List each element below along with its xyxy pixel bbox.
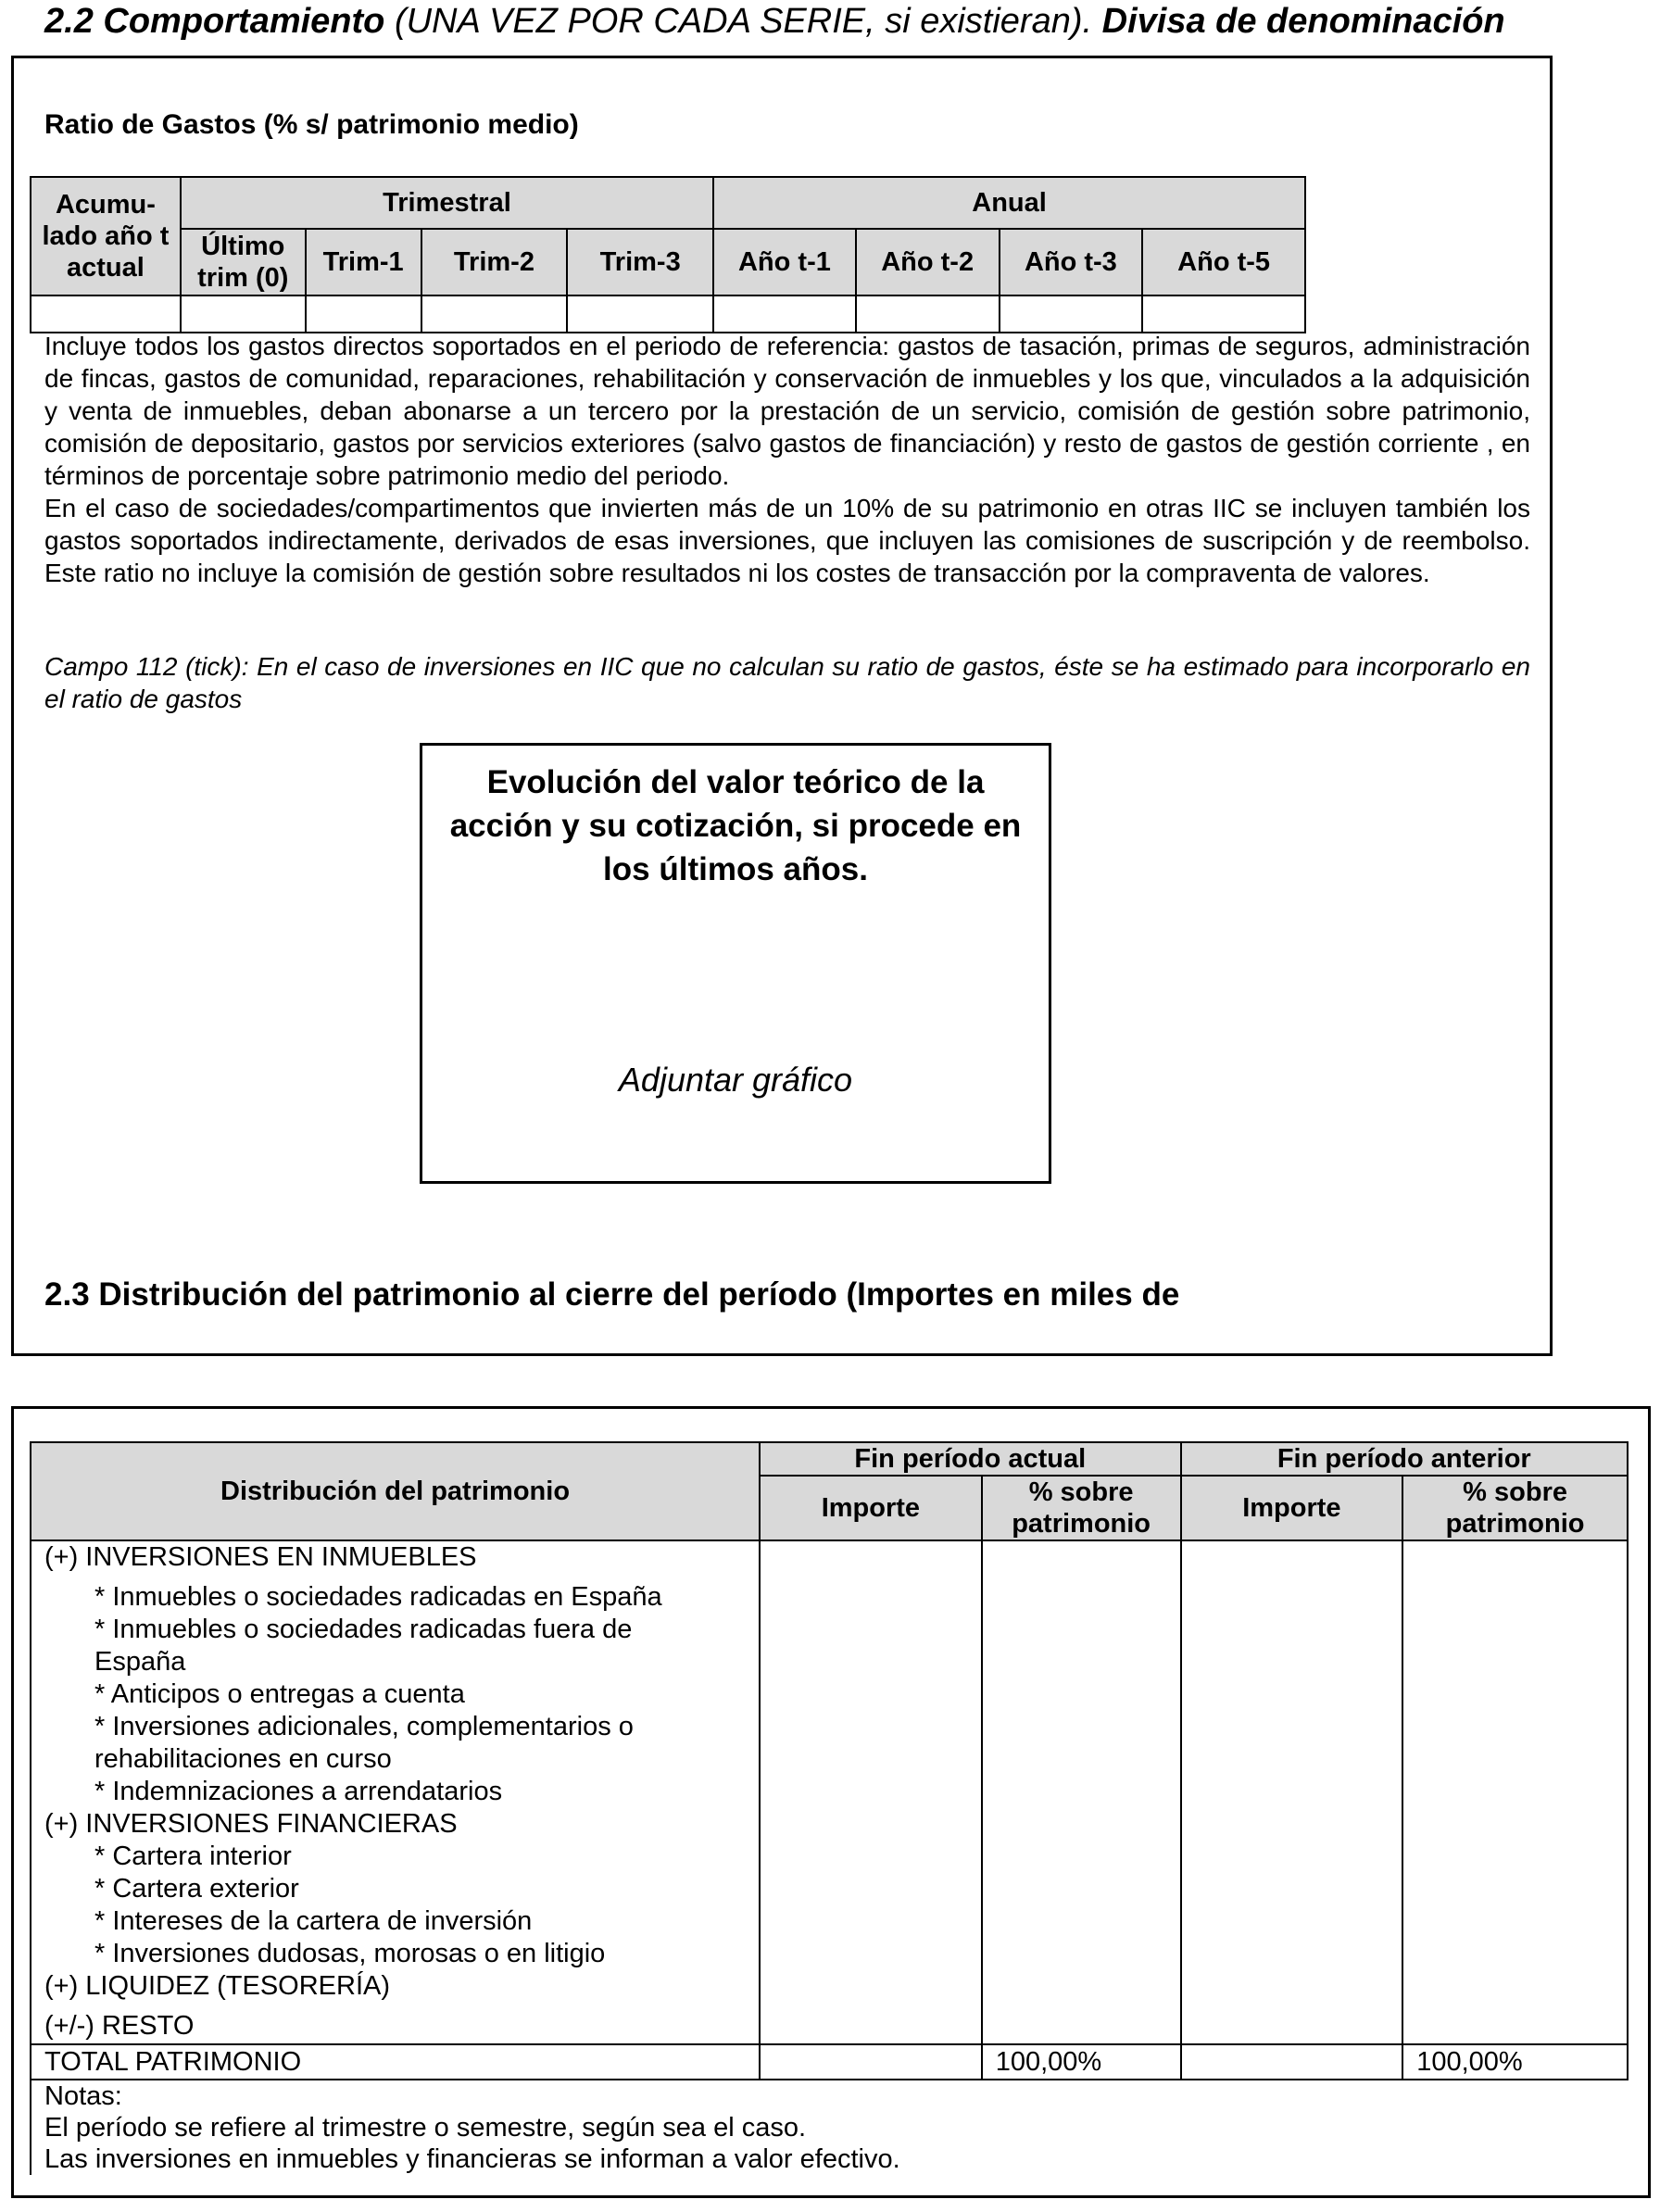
header-anual: Anual (713, 177, 1305, 229)
item-inversiones-inmuebles: (+) INVERSIONES EN INMUEBLES (44, 1542, 477, 1572)
item-indemnizaciones: * Indemnizaciones a arrendatarios (94, 1777, 503, 1806)
value-cell[interactable] (31, 295, 181, 333)
total-importe-actual[interactable] (760, 2044, 982, 2080)
value-cell[interactable] (713, 295, 856, 333)
header-trimestral: Trimestral (181, 177, 713, 229)
item-cartera-interior: * Cartera interior (94, 1841, 292, 1871)
total-pct-anterior: 100,00% (1402, 2044, 1628, 2080)
pct-actual-cell[interactable] (982, 1540, 1181, 2044)
item-resto: (+/-) RESTO (44, 2011, 195, 2041)
item-anticipos: * Anticipos o entregas a cuenta (94, 1679, 465, 1709)
importe-anterior-cell[interactable] (1181, 1540, 1403, 2044)
header-fin-actual: Fin período actual (760, 1442, 1180, 1476)
header-ultimo-trim: Último trim (0) (181, 229, 306, 295)
total-pct-actual: 100,00% (982, 2044, 1181, 2080)
header-anio-t-2: Año t-2 (856, 229, 1000, 295)
note-1: El período se refiere al trimestre o semestre, según sea el caso. (44, 2113, 807, 2143)
header-distribucion: Distribución del patrimonio (31, 1442, 760, 1540)
item-inmuebles-fuera: * Inmuebles o sociedades radicadas fuera de España (94, 1615, 633, 1677)
pct-anterior-cell[interactable] (1402, 1540, 1628, 2044)
item-inversiones-financieras: (+) INVERSIONES FINANCIERAS (44, 1809, 458, 1839)
ratio-value-row (31, 295, 1305, 333)
ratio-description-p2: En el caso de sociedades/compartimentos que invierten más de un 10% de su patrimonio en otras IIC se incluyen también los gastos soportados indirectamente, derivados de esas inversiones, que incluyen las comisiones de suscripción y de reembolso. Este ratio no incluye la comisión de gestión sobre resultados ni los costes de transacción por la compraventa de valores. (44, 494, 1530, 587)
section-2-3-heading: 2.3 Distribución del patrimonio al cierre del período (Importes en miles de (44, 1276, 1180, 1313)
total-importe-anterior[interactable] (1181, 2044, 1403, 2080)
header-acumulado: Acumu-lado año t actual (31, 177, 181, 295)
total-label: TOTAL PATRIMONIO (31, 2044, 760, 2080)
section-2-2-subtitle: (UNA VEZ POR CADA SERIE, si existieran). (394, 2, 1093, 41)
header-importe-actual: Importe (760, 1476, 982, 1540)
section-2-2-number-title: 2.2 Comportamiento (44, 2, 385, 41)
header-pct-anterior: % sobre patrimonio (1402, 1476, 1628, 1540)
header-anio-t-1: Año t-1 (713, 229, 856, 295)
ratio-description-p1: Incluye todos los gastos directos soportados en el periodo de referencia: gastos de tasación, primas de seguros, administración de fincas, gastos de comunidad, reparaciones, rehabilitación y conservación de inmuebles y los que, vinculados a la adquisición y venta de inmuebles, deban abonarse a un tercero por la prestación de un servicio, comisión de gestión sobre patrimonio, comisión de depositario, gastos por servicios exteriores (salvo gastos de financiación) y resto de gastos de gestión corriente , en términos de porcentaje sobre patrimonio medio del periodo. (44, 332, 1530, 490)
header-trim-3: Trim-3 (567, 229, 713, 295)
value-cell[interactable] (421, 295, 568, 333)
header-trim-2: Trim-2 (421, 229, 568, 295)
currency-label: Divisa de denominación (1101, 2, 1505, 41)
section-2-2-heading (44, 0, 1505, 43)
value-cell[interactable] (1000, 295, 1143, 333)
item-inversiones-adicionales: * Inversiones adicionales, complementarios o rehabilitaciones en curso (94, 1712, 634, 1774)
ratio-title: Ratio de Gastos (% s/ patrimonio medio) (44, 109, 579, 140)
header-importe-anterior: Importe (1181, 1476, 1403, 1540)
header-fin-anterior: Fin período anterior (1181, 1442, 1628, 1476)
value-cell[interactable] (1142, 295, 1305, 333)
chart-title-line2: acción y su cotización, si procede en (449, 808, 1022, 844)
item-cartera-exterior: * Cartera exterior (94, 1874, 299, 1904)
item-inversiones-dudosas: * Inversiones dudosas, morosas o en litigio (94, 1939, 606, 1968)
campo-112-note: Campo 112 (tick): En el caso de inversiones en IIC que no calculan su ratio de gastos, éste se ha estimado para incorporarlo en el ratio de gastos (44, 652, 1530, 713)
attach-chart-label: Adjuntar gráfico (618, 1061, 853, 1099)
ratio-table (30, 176, 1306, 333)
chart-title-line3: los últimos años. (603, 851, 868, 887)
item-liquidez: (+) LIQUIDEZ (TESORERÍA) (44, 1971, 391, 2001)
value-cell[interactable] (567, 295, 713, 333)
chart-placeholder-title (422, 760, 1049, 891)
distribution-table (30, 1441, 1629, 2175)
notes (31, 2080, 1628, 2175)
notes-title: Notas: (44, 2081, 122, 2111)
header-anio-t-3: Año t-3 (1000, 229, 1143, 295)
item-intereses: * Intereses de la cartera de inversión (94, 1906, 533, 1936)
value-cell[interactable] (306, 295, 421, 333)
value-cell[interactable] (181, 295, 306, 333)
header-anio-t-5: Año t-5 (1142, 229, 1305, 295)
header-pct-actual: % sobre patrimonio (982, 1476, 1181, 1540)
header-trim-1: Trim-1 (306, 229, 421, 295)
note-2: Las inversiones en inmuebles y financieras se informan a valor efectivo. (44, 2144, 900, 2174)
ratio-description (44, 330, 1530, 589)
chart-placeholder[interactable] (420, 743, 1051, 1184)
value-cell[interactable] (856, 295, 1000, 333)
chart-title-line1: Evolución del valor teórico de la (486, 764, 985, 800)
distribution-items (31, 1540, 760, 2044)
total-row (31, 2044, 1628, 2080)
importe-actual-cell[interactable] (760, 1540, 982, 2044)
item-inmuebles-espana: * Inmuebles o sociedades radicadas en España (94, 1582, 662, 1612)
